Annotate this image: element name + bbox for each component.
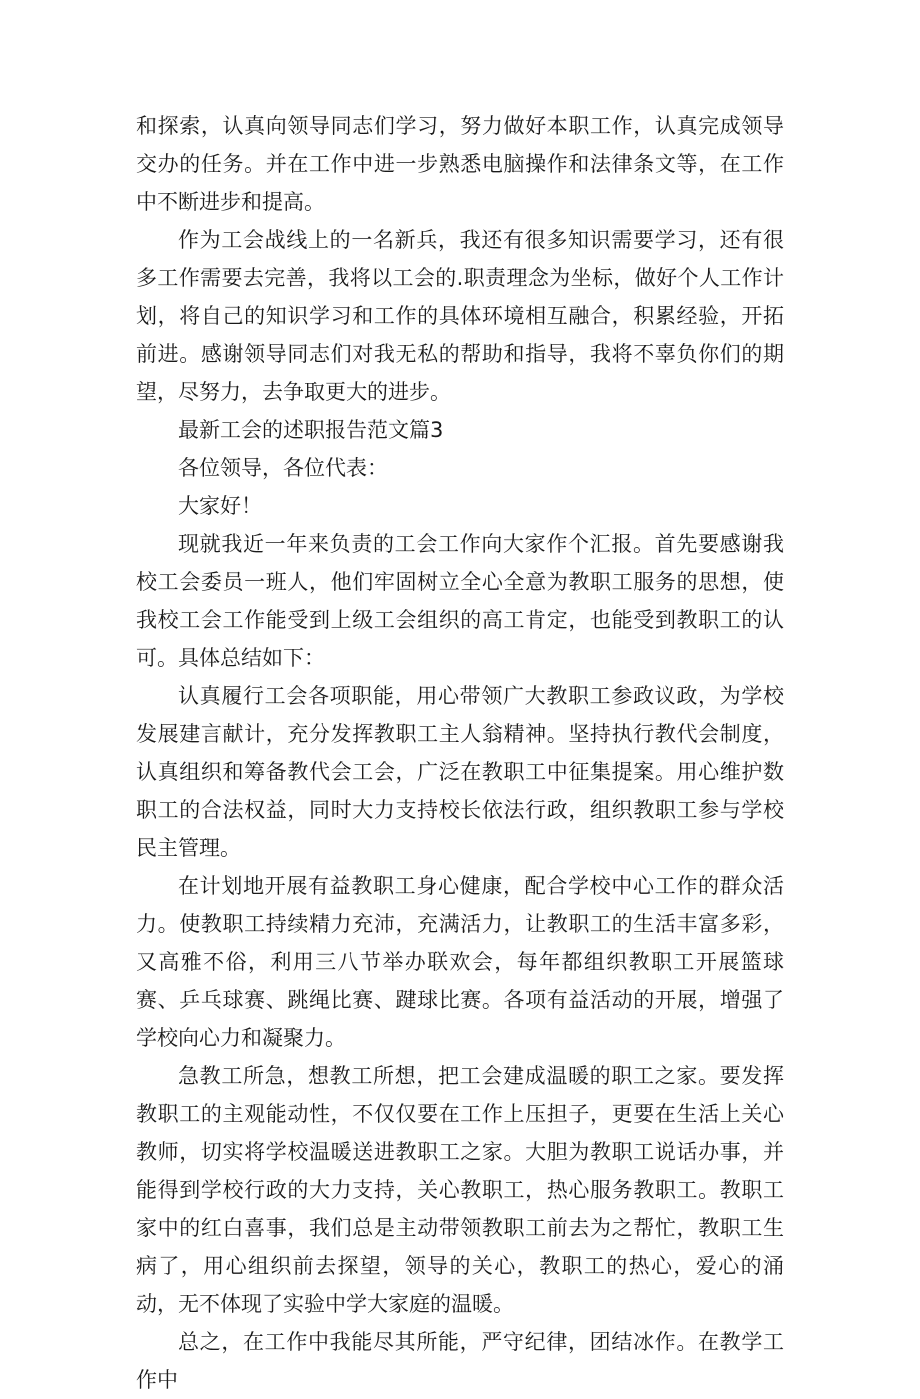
paragraph-duties: 认真履行工会各项职能，用心带领广大教职工参政议政，为学校发展建言献计，充分发挥教职工主人翁精神。坚持执行教代会制度，认真组织和筹备教代会工会，广泛在教职工中征集提案。用心维护数职工的合法权益，同时大力支持校长依法行政，组织教职工参与学校民主管理。 — [136, 684, 784, 860]
paragraph-care: 急教工所急，想教工所想，把工会建成温暖的职工之家。要发挥教职工的主观能动性，不仅仅要在工作上压担子，更要在生活上关心教师，切实将学校温暖送进教职工之家。大胆为教职工说话办事，并能得到学校行政的大力支持，关心教职工，热心服务教职工。教职工家中的红白喜事，我们总是主动带领教职工前去为之帮忙，教职工生病了，用心组织前去探望，领导的关心，教职工的热心，爱心的涌动，无不体现了实验中学大家庭的温暖。 — [136, 1064, 784, 1316]
greeting: 大家好！ — [178, 494, 262, 518]
paragraph-activities: 在计划地开展有益教职工身心健康，配合学校中心工作的群众活力。使教职工持续精力充沛，充满活力，让教职工的生活丰富多彩，又高雅不俗，利用三八节举办联欢会，每年都组织教职工开展篮球赛、乒乓球赛、跳绳比赛、踺球比赛。各项有益活动的开展，增强了学校向心力和凝聚力。 — [136, 874, 784, 1050]
section-heading: 最新工会的述职报告范文篇3 — [178, 418, 444, 442]
salutation: 各位领导，各位代表： — [178, 456, 388, 480]
paragraph-continuation: 和探索，认真向领导同志们学习，努力做好本职工作，认真完成领导交办的任务。并在工作中进一步熟悉电脑操作和法律条文等，在工作中不断进步和提高。 — [136, 114, 784, 214]
paragraph-new-recruit: 作为工会战线上的一名新兵，我还有很多知识需要学习，还有很多工作需要去完善，我将以工会的.职责理念为坐标，做好个人工作计划，将自己的知识学习和工作的具体环境相互融合，积累经验，开拓前进。感谢领导同志们对我无私的帮助和指导，我将不辜负你们的期望，尽努力，去争取更大的进步。 — [136, 228, 784, 404]
paragraph-report-intro: 现就我近一年来负责的工会工作向大家作个汇报。首先要感谢我校工会委员一班人，他们牢固树立全心全意为教职工服务的思想，使我校工会工作能受到上级工会组织的高工肯定，也能受到教职工的认可。具体总结如下： — [136, 532, 784, 670]
paragraph-summary: 总之，在工作中我能尽其所能，严守纪律，团结冰作。在教学工作中 — [136, 1330, 784, 1392]
document-body — [136, 107, 784, 1399]
